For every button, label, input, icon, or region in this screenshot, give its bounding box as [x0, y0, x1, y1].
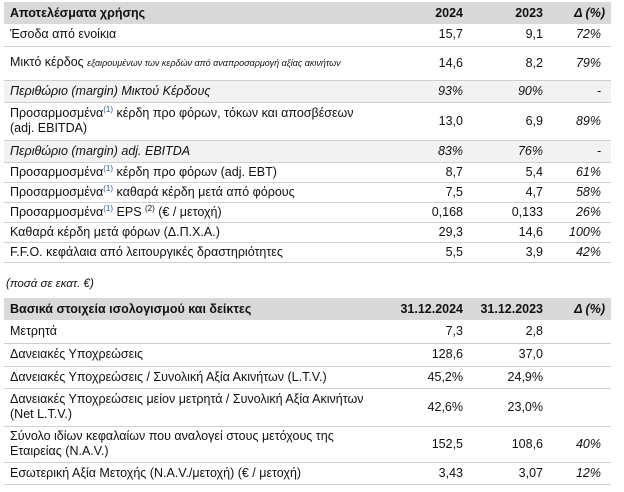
table-row	[4, 80, 611, 102]
row-label: Μετρητά	[10, 323, 57, 338]
footnote-ref: (2)	[145, 203, 155, 213]
row-label-a: Προσαρμοσμένα	[10, 184, 104, 199]
table-row	[4, 366, 611, 388]
results-table	[4, 2, 611, 263]
row-delta: 42%	[575, 244, 601, 259]
row-value-2023: 5,4	[525, 164, 543, 179]
row-label	[4, 202, 379, 222]
table-row	[4, 426, 611, 462]
row-delta: 61%	[575, 164, 601, 179]
row-value-2023: 3,07	[518, 465, 543, 480]
row-label-main: Μικτό κέρδος	[10, 55, 84, 69]
footnote-ref: (1)	[103, 183, 114, 193]
balance-header-row	[4, 298, 611, 320]
row-value-2024: 5,5	[445, 244, 463, 259]
row-value-2024: 15,7	[438, 27, 463, 42]
balance-header-2024: 31.12.2024	[379, 298, 469, 320]
table-row	[4, 222, 611, 242]
balance-sheet-table	[4, 298, 611, 485]
table-row	[4, 162, 611, 182]
row-delta: 79%	[575, 55, 601, 70]
row-value-2023: 24,9%	[507, 369, 543, 384]
row-label-c: (€ / μετοχή)	[154, 204, 222, 219]
row-value-2024: 29,3	[438, 224, 463, 239]
row-value-2024: 0,168	[431, 204, 463, 219]
results-header-label: Αποτελέσματα χρήσης	[4, 2, 379, 24]
row-delta: -	[549, 80, 611, 102]
table-row	[4, 46, 611, 80]
table-row	[4, 102, 611, 140]
table-row	[4, 388, 611, 426]
row-value-2023: 14,6	[518, 224, 543, 239]
table-row	[4, 202, 611, 222]
footnote-ref: (1)	[103, 163, 114, 173]
row-label: Εσωτερική Αξία Μετοχής (N.A.V./μετοχή) (€ / μετοχή)	[10, 465, 302, 480]
row-label-note: εξαιρουμένων των κερδών από αναπροσαρμογή αξίας ακινήτων	[87, 58, 341, 68]
row-value-2024: 152,5	[431, 436, 463, 451]
row-value-2024: 14,6	[438, 55, 463, 70]
results-header-2023: 2023	[469, 2, 549, 24]
row-label-a: Προσαρμοσμένα	[10, 106, 104, 120]
row-value-2023: 90%	[469, 80, 549, 102]
row-label: Δανειακές Υποχρεώσεις μείον μετρητά / Συνολική Αξία Ακινήτων (Net L.T.V.)	[10, 392, 364, 421]
row-value-2024: 93%	[379, 80, 469, 102]
row-delta: 40%	[575, 436, 601, 451]
row-delta: 58%	[575, 184, 601, 199]
row-label: Περιθώριο (margin) adj. EBITDA	[4, 140, 379, 162]
row-label-b: κέρδη προ φόρων (adj. EBT)	[113, 164, 277, 179]
row-label	[4, 102, 379, 140]
table-row	[4, 320, 611, 343]
row-label	[4, 162, 379, 182]
row-delta: 89%	[575, 113, 601, 128]
row-value-2024: 3,43	[438, 465, 463, 480]
row-delta	[549, 343, 611, 366]
results-header-row	[4, 2, 611, 24]
table-row	[4, 343, 611, 366]
row-value-2023: 23,0%	[507, 399, 543, 414]
row-label-b: καθαρά κέρδη μετά από φόρους	[113, 184, 295, 199]
row-value-2023: 37,0	[518, 347, 543, 361]
table-row	[4, 182, 611, 202]
row-value-2023: 0,133	[511, 204, 543, 219]
row-label-a: Προσαρμοσμένα	[10, 204, 104, 219]
row-value-2024: 8,7	[445, 164, 463, 179]
row-delta	[549, 366, 611, 388]
row-value-2024: 83%	[379, 140, 469, 162]
row-value-2024: 7,3	[445, 323, 463, 338]
row-delta: 12%	[575, 465, 601, 480]
row-value-2024: 7,5	[445, 184, 463, 199]
table-row	[4, 24, 611, 46]
row-value-2024: 42,6%	[427, 399, 463, 414]
balance-header-delta: Δ (%)	[549, 298, 611, 320]
balance-header-2023: 31.12.2023	[469, 298, 549, 320]
row-label	[4, 182, 379, 202]
amounts-note: (ποσά σε εκατ. €)	[6, 278, 94, 290]
results-header-delta: Δ (%)	[549, 2, 611, 24]
row-value-2024: 45,2%	[427, 369, 463, 384]
row-value-2023: 76%	[469, 140, 549, 162]
results-header-2024: 2024	[379, 2, 469, 24]
row-delta	[549, 320, 611, 343]
row-delta: 26%	[575, 204, 601, 219]
row-label	[4, 46, 379, 80]
footnote-ref: (1)	[103, 104, 114, 114]
row-value-2023: 3,9	[525, 244, 543, 259]
row-label: Σύνολο ιδίων κεφαλαίων που αναλογεί στους μετόχους της Εταιρείας (N.A.V.)	[10, 429, 334, 458]
row-value-2023: 9,1	[525, 27, 543, 42]
row-label: Δανειακές Υποχρεώσεις	[10, 347, 143, 361]
row-label: Έσοδα από ενοίκια	[10, 27, 117, 42]
table-row	[4, 462, 611, 484]
row-label-a: Προσαρμοσμένα	[10, 164, 104, 179]
table-row	[4, 242, 611, 262]
row-value-2024: 128,6	[431, 347, 463, 361]
row-value-2023: 4,7	[525, 184, 543, 199]
row-delta: -	[549, 140, 611, 162]
footnote-ref: (1)	[103, 203, 114, 213]
row-value-2023: 8,2	[525, 55, 543, 70]
row-label-b: EPS	[113, 204, 146, 219]
row-delta	[549, 388, 611, 426]
row-value-2023: 6,9	[525, 113, 543, 128]
row-label: Δανειακές Υποχρεώσεις / Συνολική Αξία Ακινήτων (L.T.V.)	[10, 369, 327, 384]
row-label: F.F.O. κεφάλαια από λειτουργικές δραστηριότητες	[10, 244, 283, 259]
row-label: Περιθώριο (margin) Μικτού Κέρδους	[4, 80, 379, 102]
table-row	[4, 140, 611, 162]
row-value-2023: 2,8	[525, 323, 543, 338]
row-label: Καθαρά κέρδη μετά φόρων (Δ.Π.Χ.Α.)	[10, 224, 220, 239]
row-value-2024: 13,0	[438, 113, 463, 128]
row-delta: 100%	[569, 224, 601, 239]
row-value-2023: 108,6	[511, 436, 543, 451]
row-delta: 72%	[575, 27, 601, 42]
balance-header-label: Βασικά στοιχεία ισολογισμού και δείκτες	[4, 298, 379, 320]
row-label-b: κέρδη προ φόρων, τόκων και αποσβέσεων (adj. EBITDA)	[10, 106, 354, 135]
